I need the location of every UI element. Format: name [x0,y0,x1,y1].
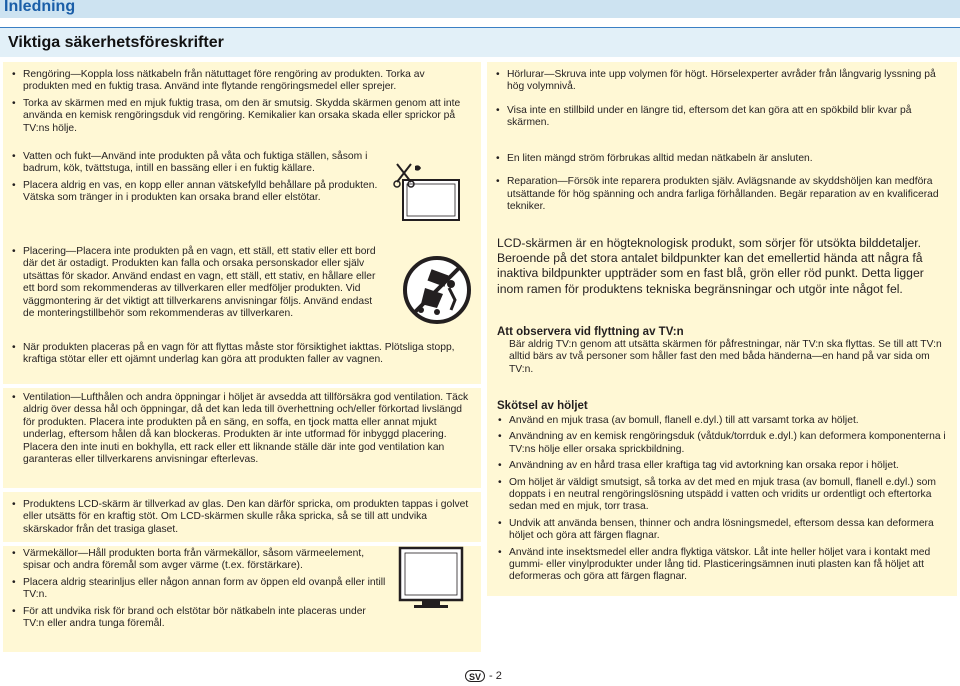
right-panel [487,62,957,596]
list-item: • Om höljet är väldigt smutsigt, så torka av det med en mjuk trasa (av bomull, flanell e.dyl.) som doppats i en neutral rengöringslösning utspädd i vatten och vridits ur ordentligt och eftertorka sedan med en mjuk, torr trasa. [497,477,953,514]
care-title: Skötsel av höljet [497,400,588,412]
moving-text: Bär aldrig TV:n genom att utsätta skärmen för påfrestningar, när TV:n ska flyttas. Se till att TV:n alltid bärs av två personer som håller fast den med båda händerna—en hand på var sida om TV:n. [509,339,942,375]
list-item: • Rengöring—Koppla loss nätkabeln från nätuttaget före rengöring av produkten. Torka av produkten med en fuktig trasa. Använd inte flytande rengöringsmedel eller sprejer. [11,69,473,94]
list-item: • Värmekällor—Håll produkten borta från värmekällor, såsom värmeelement, spisar och andra föremål som avger värme (t.ex. förstärkare). [11,548,386,573]
list-item: • Produktens LCD-skärm är tillverkad av glas. Den kan därför spricka, om produkten tappas i golvet eller utsätts för en kraftig stöt. Om LCD-skärmen skulle råka spricka, så se till att undvika skärskador från det trasiga glaset. [11,499,473,536]
moving-title: Att observera vid flyttning av TV:n [497,326,684,338]
section-title: Viktiga säkerhetsföreskrifter [8,34,224,51]
list-heat [11,548,386,630]
list-item: • Placera aldrig stearinljus eller någon annan form av öppen eld ovanpå eller intill TV:n. [11,577,386,602]
chapter-title: Inledning [4,0,76,15]
list-headphones [495,69,953,130]
tv-screen-icon [396,546,468,612]
list-item: • Reparation—Försök inte reparera produkten själv. Avlägsnande av skyddshöljen kan medföra utsättande för hög spänning och andra farliga förhållanden. Begär reparation av en kvalificerad tekniker. [495,176,953,213]
header-bar [0,0,960,18]
page-number: - 2 [489,670,502,682]
list-item: • Användning av en hård trasa eller kraftiga tag vid avtorkning kan orsaka repor i höljet. [497,460,953,472]
moving-section [497,326,953,376]
cart-tipover-warning-icon [401,254,473,326]
list-item: • Torka av skärmen med en mjuk fuktig trasa, om den är smutsig. Skydda skärmen genom att inte använda en kemisk rengöringsduk vid rengöring. Kemikalier kan orsaka skada eller sprickor på TV:ns hölje. [11,98,473,135]
left-panel-heat [3,546,481,652]
list-item: • Undvik att använda bensen, thinner och andra lösningsmedel, eftersom dessa kan deformera höljet och göra att färgen flagnar. [497,518,953,543]
list-item: • Placera aldrig en vas, en kopp eller annan vätskefylld behållare på produkten. Vätska som tränger in i produkten kan orsaka brand eller elstötar. [11,180,386,205]
list-item: • Vatten och fukt—Använd inte produkten på våta och fuktiga ställen, såsom i badrum, kök, tvättstuga, intill en bassäng eller i en fuktig källare. [11,151,386,176]
list-item: • För att undvika risk för brand och elstötar bör nätkabeln inte placeras under TV:n eller andra tunga föremål. [11,606,386,631]
list-item: • När produkten placeras på en vagn för att flyttas måste stor försiktighet iakttas. Plötsliga stopp, kraftiga stötar eller ett ojämnt underlag kan göra att produkten faller av vagnen. [11,342,473,367]
left-panel [3,62,481,384]
list-power [495,153,953,214]
list-cleaning [11,69,473,135]
care-list [497,415,953,584]
list-item: • Placering—Placera inte produkten på en vagn, ett ställ, ett stativ eller ett bord där det är ostadigt. Produkten kan falla och orsaka personskador eller själv utsättas för skador. Använd endast en vagn, ett ställ, ett stativ, en hållare eller ett bord som rekommenderas av tillverkaren eller medföljer produkten. Vid väggmontering är det viktigt att tillverkarens anvisningar följs. Använd endast de monteringstillbehör som rekommenderas av tillverkaren. [11,246,383,320]
list-item: • Ventilation—Lufthålen och andra öppningar i höljet är avsedda att tillförsäkra god ventilation. Täck aldrig över dessa hål och öppningar, då det kan leda till överhettning och/eller förkortad livslängd för produkten. Placera inte produkten på en säng, en soffa, en tjock matta eller annat mjukt underlag, eftersom hålen då kan blockeras. Produkten är inte utformad för inbyggd placering. Placera den inte inuti en bokhylla, ett rack eller ett liknande ställe där inte god ventilation kan garanteras eller tillverkarens anvisningar efterlevas. [11,392,473,466]
left-panel-glass [3,492,481,542]
list-item: • Användning av en kemisk rengöringsduk (våtduk/torrduk e.dyl.) kan deformera komponenterna i TV:ns hölje eller orsaka sprickbildning. [497,431,953,456]
page-footer [465,670,502,682]
list-item: • Visa inte en stillbild under en längre tid, eftersom det kan göra att en spökbild blir kvar på skärmen. [495,105,953,130]
list-ventilation [11,392,473,466]
left-panel-ventilation [3,388,481,488]
list-item: • Använd inte insektsmedel eller andra flyktiga vätskor. Låt inte heller höljet vara i kontakt med gummi- eller vinylprodukter under lång tid. Plasticeringsämnen inuti plasten kan få höljet att deformeras och göra att färgen flagnar. [497,547,953,584]
care-section [497,400,953,584]
lcd-paragraph: LCD-skärmen är en högteknologisk produkt, som sörjer för utsökta bilddetaljer. Beroende på det stora antalet bildpunkter kan det emellertid hända att några få inaktiva bildpunkter uppträder som en fast blå, grön eller röd punkt. Detta ligger inom ramen för produktens tekniska begränsningar och utgör inte något fel. [497,236,924,296]
scissors-tv-icon [393,162,473,242]
list-item: • Hörlurar—Skruva inte upp volymen för högt. Hörselexperter avråder från långvarig lyssning på hög volymnivå. [495,69,953,94]
list-item: • Använd en mjuk trasa (av bomull, flanell e.dyl.) till att varsamt torka av höljet. [497,415,953,427]
language-badge: SV [465,670,485,682]
list-placement [11,246,383,320]
list-cart [11,342,473,367]
list-glass [11,499,473,536]
section-title-bar [0,27,960,57]
list-water [11,151,386,205]
list-item: • En liten mängd ström förbrukas alltid medan nätkabeln är ansluten. [495,153,953,165]
